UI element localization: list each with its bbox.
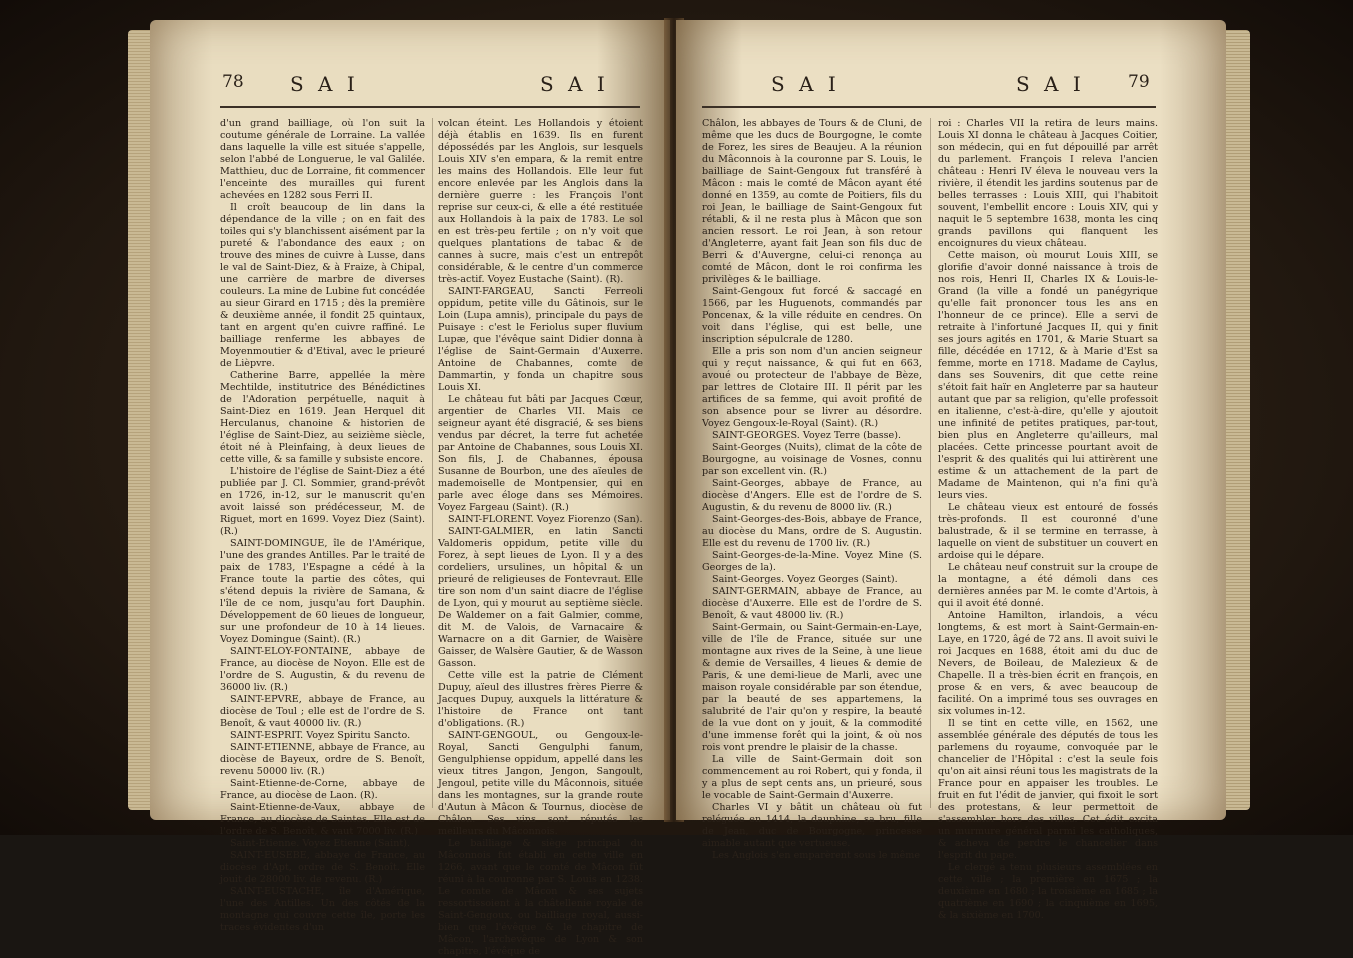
paragraph: Catherine Barre, appellée la mère Mechtilde, institutrice des Bénédictines de l'Adoration perpétuelle, naquit à Saint-Diez en 1619. Jean Herquel dit Herculanus, chanoine & historien de l'église de Saint-Diez, au seizième siècle, étoit né à Pleinfaing, à deux lieues de cette ville, & sa famille y subsiste encore. (220, 370, 425, 465)
left-column-1 (220, 118, 425, 933)
left-page-number: 78 (222, 72, 244, 92)
paragraph: Saint-Germain, ou Saint-Germain-en-Laye, ville de l'île de France, située sur une montagne aux rives de la Seine, à une lieue & demie de Versailles, 4 lieues & demie de Paris, & une demi-lieue de Marli, avec une maison royale considérable par son étendue, par la beauté de ses appartemens, la salubrité de l'air qu'on y respire, la beauté de la vue dont on y jouit, & la commodité d'une immense forêt qui la joint, & où nos rois vont prendre le plaisir de la chasse. (702, 622, 922, 753)
paragraph: Saint-Georges-de-la-Mine. Voyez Mine (S. Georges de la). (702, 550, 922, 573)
right-column-2 (938, 118, 1158, 921)
right-head-word-1: S A I (771, 72, 840, 96)
right-page-edges (1222, 30, 1250, 810)
paragraph: SAINT-GERMAIN, abbaye de France, au diocèse d'Auxerre. Elle est de l'ordre de S. Benoît, & vaut 48000 liv. (R.) (702, 586, 922, 621)
left-head-word-2: S A I (540, 72, 609, 96)
paragraph: Charles VI y bâtit un château où fut reléguée en 1414, la dauphine, sa bru, fille de Jean, duc de Bourgogne, princesse aimable autant que vertueuse. (702, 802, 922, 849)
paragraph: SAINT-GALMIER, en latin Sancti Valdomeris oppidum, petite ville du Forez, à sept lieues de Lyon. Il y a des cordeliers, ursulines, un hôpital & un prieuré de religieuses de Fontevraut. Elle tire son nom d'un saint diacre de l'église de Lyon, qui y mourut au septième siècle. De Waldemer on a fait Galmier, comme, dit M. de Valois, de Varnacaire & Warnacre on a dit Garnier, de Waisère Gaisser, de Walsère Gautier, & de Wasson Gasson. (438, 526, 643, 669)
left-head-word-1: S A I (290, 72, 359, 96)
paragraph: Saint-Etienne-de-Vaux, abbaye de France, au diocèse de Saintes. Elle est de l'ordre de S. Benoît, & vaut 7000 liv. (R.) (220, 802, 425, 837)
paragraph: Cette ville est la patrie de Clément Dupuy, aïeul des illustres frères Pierre & Jacques Dupuy, auxquels la littérature & l'histoire de France ont tant d'obligations. (R.) (438, 670, 643, 729)
paragraph: roi : Charles VII la retira de leurs mains. Louis XI donna le château à Jacques Coitier, son médecin, qui en fut dépouillé par arrêt du parlement. François I releva l'ancien château : Henri IV éleva le nouveau vers la rivière, il étendit les jardins soutenus par de belles terrasses : Louis XIII, qui l'habitoit souvent, l'embellit encore : Louis XIV, qui y naquit le 5 septembre 1638, monta les cinq grands pavillons qui flanquent les encoignures du vieux château. (938, 118, 1158, 249)
right-column-1 (702, 118, 922, 861)
right-head-word-2: S A I (1016, 72, 1085, 96)
paragraph: Le château neuf construit sur la croupe de la montagne, a été démoli dans ces dernières années par M. le comte d'Artois, à qui il avoit été donné. (938, 562, 1158, 609)
paragraph: SAINT-EUSEBE, abbaye de France, au diocèse d'Apt, ordre de S. Benoît. Elle jouit de 28000 liv. de revenu. (R.) (220, 850, 425, 885)
paragraph: La ville de Saint-Germain doit son commencement au roi Robert, qui y fonda, il y a plus de sept cents ans, un prieuré, sous le vocable de Saint-Germain d'Auxerre. (702, 754, 922, 801)
paragraph: Saint-Georges (Nuits), climat de la côte de Bourgogne, au voisinage de Vosnes, connu par son excellent vin. (R.) (702, 442, 922, 477)
paragraph: Châlon, les abbayes de Tours & de Cluni, de même que les ducs de Bourgogne, le comte de Forez, les sires de Beaujeu. A la réunion du Mâconnois à la couronne par S. Louis, le bailliage de Saint-Gengoux fut transféré à Mâcon : mais le comté de Mâcon ayant été donné en 1359, au comte de Poitiers, fils du roi Jean, le bailliage de Saint-Gengoux fut rétabli, & il ne resta plus à Mâcon que son ancien ressort. Le roi Jean, à son retour d'Angleterre, ayant fait Jean son fils duc de Berri & d'Auvergne, celui-ci renonça au comté de Mâcon, dont le roi confirma les privilèges & le bailliage. (702, 118, 922, 285)
left-column-2 (438, 118, 643, 957)
paragraph: Saint-Georges-des-Bois, abbaye de France, au diocèse du Mans, ordre de S. Augustin. Elle est du revenu de 1700 liv. (R.) (702, 514, 922, 549)
paragraph: Elle a pris son nom d'un ancien seigneur qui y reçut naissance, & qui fut en 663, avoué ou protecteur de l'abbaye de Bèze, par lettres de Clotaire III. Il périt par les artifices de sa femme, qui avoit profité de son absence pour se livrer au désordre. Voyez Gengoux-le-Royal (Saint). (R.) (702, 346, 922, 429)
paragraph: Le bailliage & siège principal du Mâconnois fut établi en cette ville en 1266, avant que le comté de Mâcon fût réuni à la couronne par S. Louis en 1238. Le comte de Mâcon & ses sujets ressortissoient à la châtellenie royale de Saint-Gengoux, ou bailliage royal, aussi-bien que l'évêque & le chapitre de Mâcon, l'archevêque de Lyon & son chapitre, l'évêque de (438, 838, 643, 957)
right-column-separator (930, 118, 931, 808)
paragraph: SAINT-FARGEAU, Sancti Ferreoli oppidum, petite ville du Gâtinois, sur le Loin (Lupa amnis), principale du pays de Puisaye : c'est le Feriolus super fluvium Lupæ, que l'évêque saint Didier donna à l'église de Saint-Germain d'Auxerre. Antoine de Chabannes, comte de Dammartin, y fonda un chapitre sous Louis XI. (438, 286, 643, 393)
right-page-number: 79 (1128, 72, 1150, 92)
paragraph: Saint-Etienne-de-Corne, abbaye de France, au diocèse de Laon. (R). (220, 778, 425, 801)
left-column-separator (432, 118, 433, 808)
paragraph: SAINT-DOMINGUE, île de l'Amérique, l'une des grandes Antilles. Par le traité de paix de 1783, l'Espagne a cédé à la France toute la partie des côtes, qui s'étend depuis la rivière de Samana, & l'île de ce nom, jusqu'au fort Dauphin. Développement de 60 lieues de longueur, sur une profondeur de 10 à 14 lieues. Voyez Domingue (Saint). (R.) (220, 538, 425, 645)
left-page (150, 20, 670, 957)
paragraph: L'histoire de l'église de Saint-Diez a été publiée par J. Cl. Sommier, grand-prévôt en 1726, in-12, sur le manuscrit qu'en avoit laissé son prédécesseur, M. de Riguet, mort en 1699. Voyez Diez (Saint). (R.) (220, 466, 425, 537)
paragraph: Saint-Georges. Voyez Georges (Saint). (712, 574, 898, 585)
paragraph: Saint-Gengoux fut forcé & saccagé en 1566, par les Huguenots, commandés par Poncenax, & la ville réduite en cendres. On voit dans l'église, qui est belle, une inscription sépulcrale de 1280. (702, 286, 922, 345)
right-head-rule (702, 106, 1156, 108)
paragraph: Saint-Georges, abbaye de France, au diocèse d'Angers. Elle est de l'ordre de S. Augustin, & du revenu de 8000 liv. (R.) (702, 478, 922, 513)
left-head-rule (220, 106, 640, 108)
right-page (676, 20, 1226, 921)
paragraph: Le château fut bâti par Jacques Cœur, argentier de Charles VII. Mais ce seigneur ayant été disgracié, & ses biens vendus par décret, la terre fut achetée par Antoine de Chabannes, sous Louis XI. Son fils, J. de Chabannes, épousa Susanne de Bourbon, une des aïeules de mademoiselle de Montpensier, qui en parle avec éloge dans ses Mémoires. Voyez Fargeau (Saint). (R.) (438, 394, 643, 513)
paragraph: SAINT-GENGOUL, ou Gengoux-le-Royal, Sancti Gengulphi fanum, Gengulphiense oppidum, appellé dans les vieux titres Jangon, Jengon, Sangoult, Jengoul, petite ville du Mâconnois, située dans les montagnes, sur la grande route d'Autun à Mâcon & Tournus, diocèse de Châlon. Ses vins sont réputés les meilleurs du Mâconnois. (438, 730, 643, 837)
paragraph: Le clergé a tenu plusieurs assemblées en cette ville ; la première en 1675 ; la deuxième en 1680 ; la troisième en 1685 ; la quatrième en 1690 ; la cinquième en 1695, & la sixième en 1700. (938, 862, 1158, 921)
paragraph: d'un grand bailliage, où l'on suit la coutume générale de Lorraine. La vallée dans laquelle la ville est située s'appelle, selon l'abbé de Longuerue, le val Galilée. Matthieu, duc de Lorraine, fit commencer l'enceinte des murailles qui furent achevées en 1282 sous Ferri II. (220, 118, 425, 201)
paragraph: volcan éteint. Les Hollandois y étoient déjà établis en 1639. Ils en furent dépossédés par les Anglois, sur lesquels Louis XIV s'en empara, & la remit entre les mains des Hollandois. Elle leur fut encore enlevée par les Anglois dans la dernière guerre : les François l'ont reprise sur ceux-ci, & elle a été restituée aux Hollandois à la paix de 1783. Le sol en est très-peu fertile ; on n'y voit que quelques plantations de tabac & de cannes à sucre, mais c'est un entrepôt considérable, & le centre d'un commerce très-actif. Voyez Eustache (Saint). (R). (438, 118, 643, 285)
paragraph: Il se tint en cette ville, en 1562, une assemblée générale des députés de tous les parlemens du royaume, convoquée par le chancelier de l'Hôpital : c'est la seule fois qu'on ait ainsi réuni tous les magistrats de la France pour en appaiser les troubles. Le fruit en fut l'édit de janvier, qui fixoit le sort des protestans, & leur permettoit de s'assembler hors des villes. Cet édit excita un murmure général parmi les catholiques, & acheva de perdre le chancelier dans l'esprit du pape. (938, 718, 1158, 861)
paragraph: SAINT-ETIENNE, abbaye de France, au diocèse de Bayeux, ordre de S. Benoît, revenu 50000 liv. (R.) (220, 742, 425, 777)
paragraph: Le château vieux est entouré de fossés très-profonds. Il est couronné d'une balustrade, & il se termine en terrasse, à laquelle on vient de substituer un couvert en ardoise qui le dépare. (938, 502, 1158, 561)
paragraph: Saint-Etienne. Voyez Etienne (Saint). (230, 838, 411, 849)
paragraph: Antoine Hamilton, irlandois, a vécu longtems, & est mort à Saint-Germain-en-Laye, en 1720, âgé de 72 ans. Il avoit suivi le roi Jacques en 1688, étoit ami du duc de Nevers, de Boileau, de Malezieux & de Chapelle. Il a très-bien écrit en françois, en prose & en vers, & avec beaucoup de facilité. On a imprimé tous ses ouvrages en six volumes in-12. (938, 610, 1158, 717)
paragraph: SAINT-EPVRE, abbaye de France, au diocèse de Toul ; elle est de l'ordre de S. Benoît, & vaut 40000 liv. (R.) (220, 694, 425, 729)
right-running-head (676, 72, 1226, 100)
paragraph: SAINT-EUSTACHE, île d'Amérique, l'une des Antilles. Un des côtés de la montagne qui couvre cette île, porte les traces évidentes d'un (220, 886, 425, 933)
paragraph: Il croît beaucoup de lin dans la dépendance de la ville ; on en fait des toiles qui s'y blanchissent aisément par la pureté & l'abondance des eaux ; on trouve des mines de cuivre à Lusse, dans le val de Saint-Diez, & à Fraize, à Chipal, une carrière de marbre de diverses couleurs. La mine de Lubine fut concédée au sieur Girard en 1715 ; dès la première & deuxième année, il fondit 25 quintaux, tant en argent qu'en cuivre raffiné. Le bailliage renferme les abbayes de Moyenmoutier & d'Etival, avec le prieuré de Lièpvre. (220, 202, 425, 369)
paragraph: SAINT-FLORENT. Voyez Fiorenzo (San). (448, 514, 643, 525)
paragraph: Les Anglois s'en emparèrent sous le même (712, 850, 921, 861)
left-running-head (150, 72, 670, 100)
paragraph: SAINT-GEORGES. Voyez Terre (basse). (712, 430, 902, 441)
paragraph: SAINT-ESPRIT. Voyez Spiritu Sancto. (230, 730, 411, 741)
paragraph: SAINT-ELOY-FONTAINE, abbaye de France, au diocèse de Noyon. Elle est de l'ordre de S. Augustin, & du revenu de 36000 liv. (R.) (220, 646, 425, 693)
paragraph: Cette maison, où mourut Louis XIII, se glorifie d'avoir donné naissance à trois de nos rois, Henri II, Charles IX & Louis-le-Grand (la ville a fondé un panégyrique qu'elle fait prononcer tous les ans en l'honneur de ce prince). Elle a servi de retraite à l'infortuné Jacques II, qui y finit ses jours agités en 1701, & Marie Stuart sa fille, décédée en 1712, & à Marie d'Est sa femme, morte en 1718. Madame de Caylus, dans ses Souvenirs, dit que cette reine s'étoit fait haïr en Angleterre par sa hauteur autant que par sa religion, qu'elle professoit en italienne, c'est-à-dire, qu'elle y ajoutoit une infinité de petites pratiques, par-tout, bien plus en Angleterre qu'ailleurs, mal placées. Cette princesse pourtant avoit de l'esprit & des qualités qui lui attirèrent une estime & un attachement de la part de Madame de Maintenon, qui n'a fini qu'à leurs vies. (938, 250, 1158, 501)
